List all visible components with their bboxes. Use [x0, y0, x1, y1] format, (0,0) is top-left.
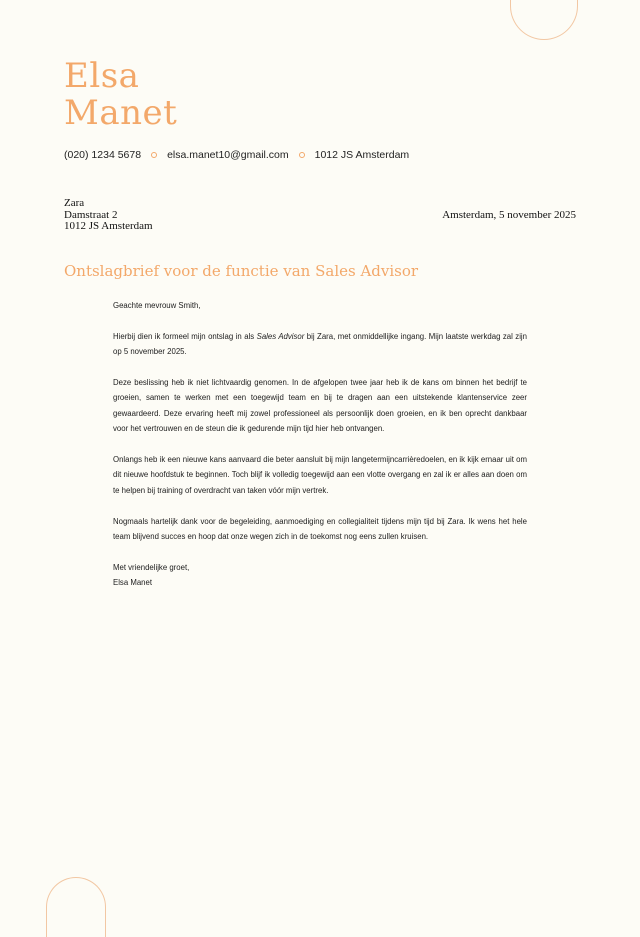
paragraph-2: Deze beslissing heb ik niet lichtvaardig genomen. In de afgelopen twee jaar heb ik de kans om binnen het bedrijf te groeien, samen te werken met een toegewijd team en bij te dragen aan een uitstekende klantenservice zeer gewaardeerd. Deze ervaring heeft mij zowel professioneel als persoonlijk doen groeien, en ik ben oprecht dankbaar voor het vertrouwen en de steun die ik gedurende mijn tijd hier heb ontvangen.	[113, 378, 527, 434]
contact-line	[64, 149, 409, 161]
salutation: Geachte mevrouw Smith,	[113, 301, 201, 310]
paragraph-4: Nogmaals hartelijk dank voor de begeleiding, aanmoediging en collegialiteit tijdens mijn tijd bij Zara. Ik wens het hele team blijvend succes en hoop dat onze wegen zich in de toekomst nog eens zullen kruisen.	[113, 516, 527, 542]
recipient-street: Damstraat 2	[64, 208, 118, 221]
letter-subject: Ontslagbrief voor de functie van Sales Advisor	[64, 262, 419, 280]
recipient-address	[64, 198, 153, 233]
sender-first-name: Elsa	[64, 56, 140, 96]
letter-date: Amsterdam, 5 november 2025	[442, 209, 576, 221]
sender-city: 1012 JS Amsterdam	[314, 149, 410, 161]
separator-dot-icon	[151, 152, 157, 158]
recipient-city: 1012 JS Amsterdam	[64, 220, 153, 232]
paragraph-1-start: Hierbij dien ik formeel mijn ontslag in als	[113, 331, 257, 341]
letter-body	[113, 298, 527, 591]
paragraph-3: Onlangs heb ik een nieuwe kans aanvaard die beter aansluit bij mijn langetermijncarrièredoelen, en ik kijk ernaar uit om dit nieuwe hoofdstuk te beginnen. Toch blijf ik volledig toegewijd aan een vlotte overgang en zal ik er alles aan doen om te helpen bij training of overdracht van taken vóór mijn vertrek.	[113, 455, 527, 495]
signoff	[113, 560, 527, 591]
sender-email: elsa.manet10@gmail.com	[167, 149, 289, 161]
separator-dot-icon	[299, 152, 305, 158]
decorative-arc-bottom	[46, 877, 106, 937]
signature: Elsa Manet	[113, 578, 153, 588]
sender-name	[64, 58, 177, 132]
job-title: Sales Advisor	[256, 331, 305, 341]
sender-phone: (020) 1234 5678	[64, 149, 142, 161]
paragraph-1-end: bij Zara, met onmiddellijke ingang. Mijn laatste werkdag zal zijn op 5 november 2025.	[113, 331, 527, 357]
paragraph-1	[113, 329, 527, 360]
decorative-arc-top	[510, 0, 578, 40]
closing: Met vriendelijke groet,	[113, 562, 190, 572]
sender-last-name: Manet	[64, 93, 178, 133]
recipient-company: Zara	[64, 197, 85, 209]
